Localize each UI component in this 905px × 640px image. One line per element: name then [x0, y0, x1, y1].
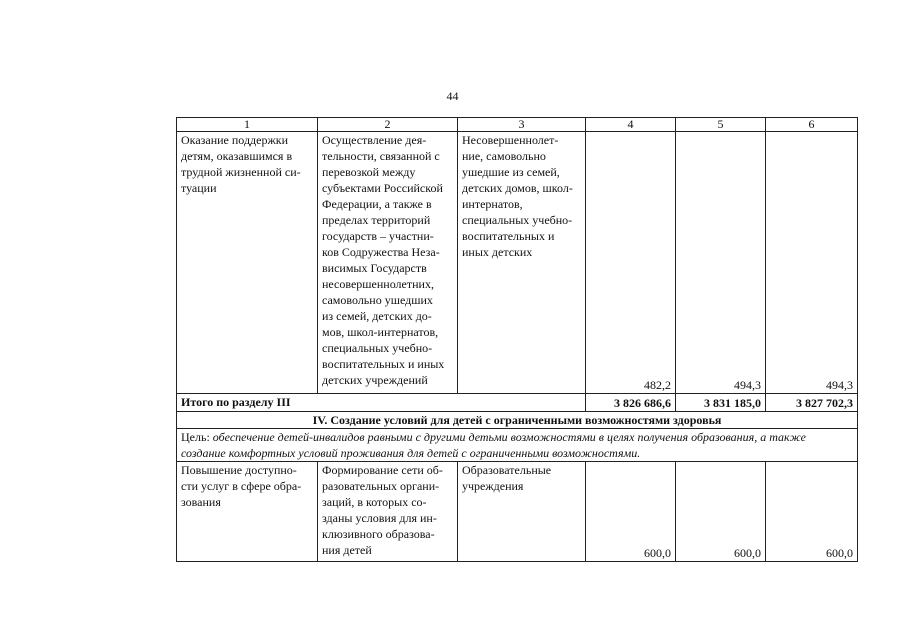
column-number-5: 5: [676, 118, 766, 132]
target-group-cell: Образовательные учреждения: [458, 462, 586, 562]
column-number-4: 4: [586, 118, 676, 132]
value-col5: 600,0: [676, 462, 766, 562]
budget-table: [176, 117, 858, 562]
page-number: 44: [446, 89, 459, 103]
table-row: [177, 462, 858, 562]
activity-cell: Осуществление дея- тельности, связанной с перевозкой между субъектами Российской Федерации, а также в пределах территорий государств – участни- ков Содружества Неза- висимых Государств несовершеннолетних, самовольно ушедших из семей, детских до- мов, школ-интернатов, специальных учебно- воспитательных и иных детских учреждений: [318, 132, 458, 394]
task-cell: Оказание поддержки детям, оказавшимся в трудной жизненной си- туации: [177, 132, 318, 394]
task-cell: Повышение доступно- сти услуг в сфере обра- зования: [177, 462, 318, 562]
column-number-6: 6: [766, 118, 858, 132]
total-col6: 3 827 702,3: [766, 394, 858, 412]
section-total-row: [177, 394, 858, 412]
total-col5: 3 831 185,0: [676, 394, 766, 412]
goal-text: обеспечение детей-инвалидов равными с другими детьми возможностями в целях получения образования, а также создание комфортных условий проживания для детей с ограниченными возможностями.: [181, 430, 806, 460]
total-col4: 3 826 686,6: [586, 394, 676, 412]
table-row: [177, 132, 858, 394]
goal-cell: [177, 429, 858, 462]
goal-prefix: Цель:: [181, 430, 213, 444]
value-col6: 494,3: [766, 132, 858, 394]
column-number-3: 3: [458, 118, 586, 132]
column-number-2: 2: [318, 118, 458, 132]
column-number-row: [177, 118, 858, 132]
value-col4: 600,0: [586, 462, 676, 562]
column-number-1: 1: [177, 118, 318, 132]
section-total-label: Итого по разделу III: [177, 394, 586, 412]
value-col4: 482,2: [586, 132, 676, 394]
target-group-cell: Несовершеннолет- ние, самовольно ушедшие из семей, детских домов, школ- интернатов, специальных учебно- воспитательных и иных детских: [458, 132, 586, 394]
value-col5: 494,3: [676, 132, 766, 394]
section-heading-row: [177, 412, 858, 429]
value-col6: 600,0: [766, 462, 858, 562]
activity-cell: Формирование сети об- разовательных органи- заций, в которых со- зданы условия для ин- клюзивного образова- ния детей: [318, 462, 458, 562]
section-heading: IV. Создание условий для детей с ограниченными возможностями здоровья: [177, 412, 858, 429]
goal-row: [177, 429, 858, 462]
